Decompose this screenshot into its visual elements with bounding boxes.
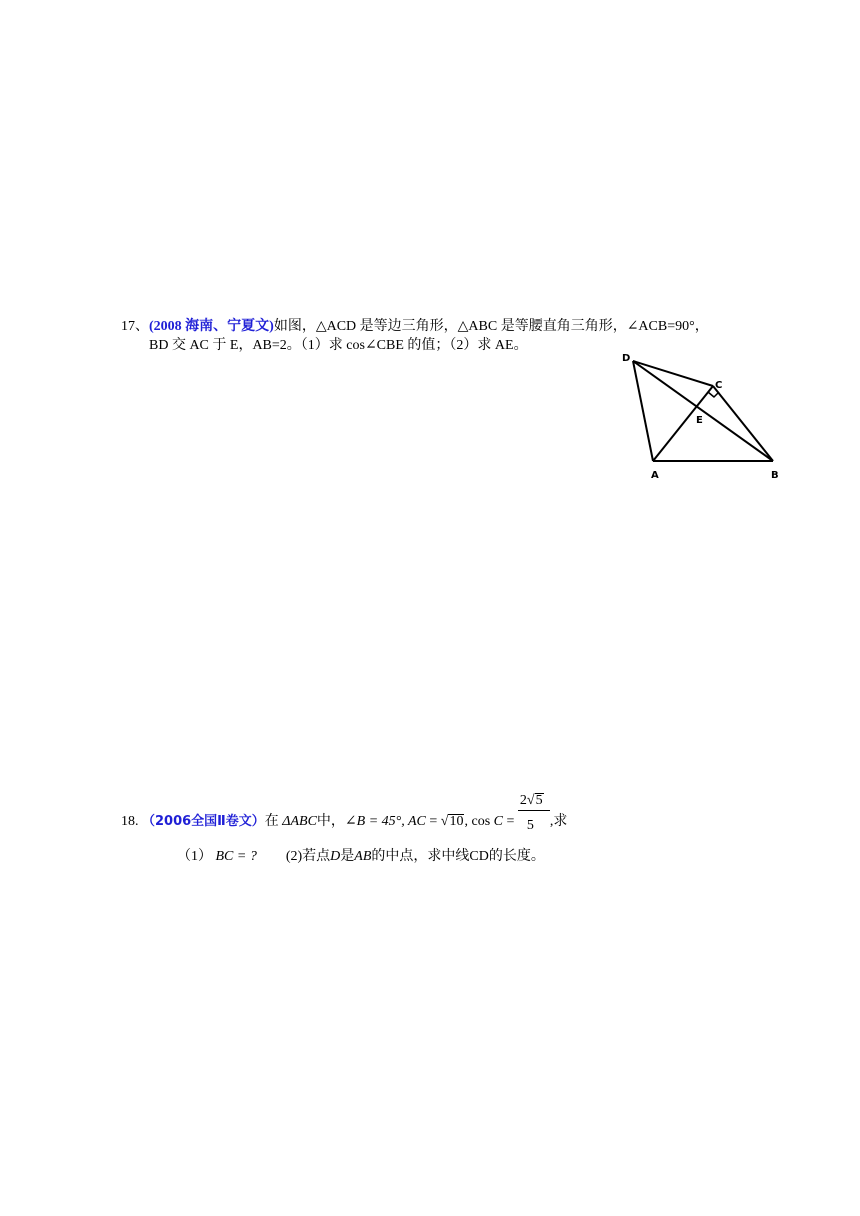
part-2-b: 是	[340, 849, 355, 864]
sqrt-10: 10	[449, 814, 464, 829]
c-var: C	[493, 814, 503, 829]
right-angle-mark	[708, 392, 719, 397]
problem-17-line-1	[121, 315, 709, 335]
label-B: B	[771, 470, 779, 481]
problem-18-source: （2006全国Ⅱ卷文）	[142, 814, 265, 829]
numerator-coefficient: 2	[519, 793, 527, 808]
part-2-ab: AB	[354, 849, 372, 864]
ac-var: AC	[408, 814, 426, 829]
label-E: E	[696, 415, 703, 426]
problem-18-zhong: 中，	[316, 814, 345, 829]
problem-18-number: 18.	[121, 814, 139, 829]
triangle-abc: ΔABC	[282, 814, 317, 829]
part-1-label: （1）	[177, 849, 212, 864]
sqrt-symbol-2: √	[526, 793, 535, 808]
fraction-bar	[518, 810, 550, 811]
fraction-denominator: 5	[526, 818, 534, 833]
fraction-numerator	[520, 793, 544, 809]
part-1-expr: BC = ?	[215, 849, 257, 864]
segment-DA	[633, 361, 653, 461]
part-2-c: 的中点，求中线CD的长度。	[371, 849, 545, 864]
problem-18-intro: 在	[264, 814, 279, 829]
label-A: A	[651, 470, 659, 481]
part-2-a: (2)若点	[285, 849, 331, 864]
segment-DC	[633, 361, 713, 386]
label-D: D	[622, 353, 631, 364]
part-2-d: D	[330, 849, 341, 864]
problem-18-line-2	[177, 845, 545, 865]
segment-DB	[633, 361, 773, 461]
problem-17-source: (2008 海南、宁夏文)	[149, 319, 274, 334]
triangle-figure	[620, 350, 790, 485]
problem-17-line-2	[149, 334, 528, 354]
eq-sign-2: =	[503, 814, 518, 829]
label-C: C	[715, 380, 723, 391]
problem-18-line-1	[121, 793, 568, 833]
eq-sign-1: =	[425, 814, 441, 829]
problem-18-tail: ,求	[549, 814, 568, 829]
fraction-2sqrt5-over-5	[518, 793, 550, 833]
sqrt-symbol: √	[440, 814, 449, 829]
angle-b-expr: ∠B = 45°,	[344, 814, 408, 829]
problem-17-text-2: BD 交 AC 于 E，AB=2。（1）求 cos∠CBE 的值；（2）求 AE。	[149, 338, 528, 353]
comma-cos: , cos	[464, 814, 491, 829]
numerator-radicand: 5	[535, 793, 543, 808]
problem-17-text-1: 如图，△ACD 是等边三角形，△ABC 是等腰直角三角形，∠ACB=90°，	[273, 319, 709, 334]
problem-17-number: 17、	[121, 319, 149, 334]
